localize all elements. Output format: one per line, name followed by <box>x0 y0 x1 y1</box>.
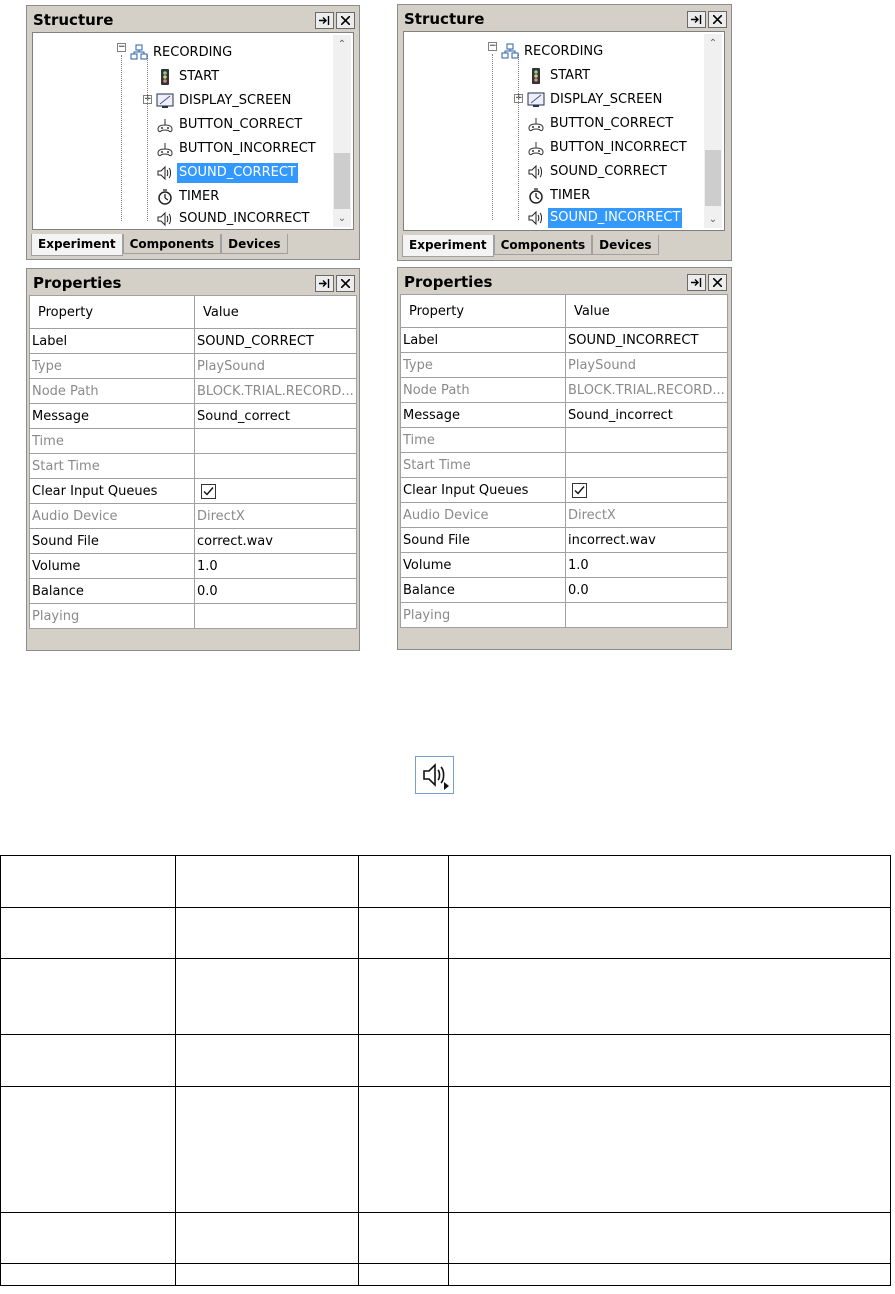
traffic-light-icon <box>526 66 546 86</box>
properties-title: Properties <box>404 273 493 291</box>
properties-grid <box>29 295 357 629</box>
property-value: DirectX <box>195 504 357 529</box>
property-row[interactable] <box>30 404 357 429</box>
table-row <box>1 1264 891 1286</box>
property-value: PlaySound <box>566 353 728 378</box>
table-row <box>1 856 891 908</box>
structure-tree[interactable] <box>32 32 354 230</box>
parameter-table <box>0 855 891 1286</box>
table-row <box>1 1087 891 1213</box>
property-name: Sound File <box>30 529 195 554</box>
property-value <box>566 453 728 478</box>
property-value <box>195 454 357 479</box>
timer-icon <box>526 186 546 206</box>
scroll-thumb[interactable] <box>334 153 350 209</box>
checkmark-icon <box>202 485 215 498</box>
property-value <box>195 479 357 504</box>
tab-devices[interactable]: Devices <box>221 234 287 254</box>
property-row[interactable] <box>401 528 728 553</box>
property-row[interactable] <box>401 553 728 578</box>
tree-item-display-screen[interactable] <box>526 89 664 111</box>
property-name: Time <box>401 428 566 453</box>
tree-item-button-correct[interactable] <box>526 113 675 135</box>
property-name: Playing <box>401 603 566 628</box>
property-name: Label <box>30 329 195 354</box>
property-value <box>566 603 728 628</box>
property-name: Playing <box>30 604 195 629</box>
property-value: PlaySound <box>195 354 357 379</box>
property-row[interactable] <box>30 529 357 554</box>
tree-item-start[interactable] <box>155 66 221 88</box>
tree-item-start[interactable] <box>526 65 592 87</box>
sequence-icon <box>500 42 520 62</box>
speaker-icon <box>526 162 546 182</box>
gamepad-icon <box>155 115 175 135</box>
property-value <box>195 429 357 454</box>
property-row[interactable] <box>30 329 357 354</box>
structure-title: Structure <box>33 11 114 29</box>
property-row[interactable] <box>401 478 728 503</box>
properties-header <box>29 271 357 295</box>
tree-item-button-correct[interactable] <box>155 114 304 136</box>
tree-label: DISPLAY_SCREEN <box>179 93 292 108</box>
structure-header <box>400 7 729 31</box>
structure-tree[interactable] <box>403 31 725 231</box>
properties-panel-left <box>26 268 360 651</box>
speaker-icon <box>155 163 175 183</box>
play-sound-toolbar-button[interactable] <box>415 756 454 794</box>
close-icon <box>713 278 722 287</box>
property-row[interactable] <box>401 578 728 603</box>
tree-label: SOUND_CORRECT <box>177 163 298 183</box>
tree-item-button-incorrect[interactable] <box>155 138 318 160</box>
tree-label: DISPLAY_SCREEN <box>550 92 663 107</box>
tree-scrollbar[interactable] <box>704 34 722 228</box>
property-value <box>195 604 357 629</box>
close-button[interactable] <box>336 12 355 29</box>
tree-label: RECORDING <box>153 45 233 60</box>
property-name: Volume <box>401 553 566 578</box>
tree-item-recording[interactable] <box>500 41 605 63</box>
tree-label: START <box>550 68 591 83</box>
grid-header-row <box>401 295 728 328</box>
scroll-down-arrow[interactable]: ⌄ <box>337 212 347 224</box>
table-row <box>1 908 891 959</box>
pin-icon <box>319 279 330 288</box>
property-value[interactable]: 0.0 <box>566 578 728 603</box>
structure-panel-right <box>397 4 732 261</box>
scroll-up-arrow[interactable]: ⌃ <box>708 37 718 49</box>
sequence-icon <box>129 43 149 63</box>
tab-components[interactable]: Components <box>494 235 593 255</box>
tree-item-timer[interactable] <box>155 186 221 208</box>
tree-label: RECORDING <box>524 44 604 59</box>
property-value[interactable]: 1.0 <box>566 553 728 578</box>
property-name: Type <box>30 354 195 379</box>
properties-header <box>400 270 729 294</box>
tree-label: START <box>179 69 220 84</box>
monitor-icon <box>155 91 175 111</box>
pin-button[interactable] <box>687 274 706 291</box>
property-name: Clear Input Queues <box>401 478 566 503</box>
close-icon <box>713 15 722 24</box>
property-row[interactable] <box>30 379 357 404</box>
tree-scrollbar[interactable] <box>333 35 351 227</box>
column-header-property: Property <box>401 295 566 328</box>
tree-label: TIMER <box>550 188 591 203</box>
property-name: Start Time <box>401 453 566 478</box>
property-row[interactable] <box>30 604 357 629</box>
property-name: Message <box>30 404 195 429</box>
checkmark-icon <box>573 484 586 497</box>
tree-item-display-screen[interactable] <box>155 90 293 112</box>
tab-experiment[interactable]: Experiment <box>402 235 494 257</box>
property-row[interactable] <box>30 579 357 604</box>
property-row[interactable] <box>30 429 357 454</box>
properties-panel-right <box>397 267 732 650</box>
clear-input-queues-checkbox[interactable] <box>572 483 587 498</box>
property-row[interactable] <box>401 503 728 528</box>
property-value: DirectX <box>566 503 728 528</box>
expand-toggle[interactable]: + <box>515 93 523 103</box>
tree-label: BUTTON_INCORRECT <box>550 140 687 155</box>
property-name: Balance <box>401 578 566 603</box>
pin-icon <box>319 16 330 25</box>
tree-label: SOUND_CORRECT <box>550 164 667 179</box>
property-row[interactable] <box>30 354 357 379</box>
property-value[interactable]: incorrect.wav <box>566 528 728 553</box>
property-value[interactable]: correct.wav <box>195 529 357 554</box>
property-row[interactable] <box>401 328 728 353</box>
speaker-icon <box>155 209 175 229</box>
property-value <box>566 428 728 453</box>
close-icon <box>341 16 350 25</box>
tree-item-button-incorrect[interactable] <box>526 137 689 159</box>
scroll-down-arrow[interactable]: ⌄ <box>708 213 718 225</box>
property-row[interactable] <box>401 453 728 478</box>
property-name: Node Path <box>401 378 566 403</box>
timer-icon <box>155 187 175 207</box>
pin-icon <box>691 15 702 24</box>
gamepad-icon <box>526 114 546 134</box>
property-name: Type <box>401 353 566 378</box>
property-value[interactable]: Sound_correct <box>195 404 357 429</box>
property-name: Time <box>30 429 195 454</box>
property-name: Start Time <box>30 454 195 479</box>
play-sound-icon <box>416 757 453 793</box>
tab-components[interactable]: Components <box>123 234 222 254</box>
table-row <box>1 959 891 1035</box>
property-name: Audio Device <box>401 503 566 528</box>
tree-item-recording[interactable] <box>129 42 234 64</box>
property-name: Label <box>401 328 566 353</box>
pin-button[interactable] <box>687 11 706 28</box>
column-header-value: Value <box>566 295 728 328</box>
properties-grid <box>400 294 728 628</box>
tree-label: SOUND_INCORRECT <box>179 211 310 226</box>
expand-toggle[interactable]: + <box>144 94 152 104</box>
pin-button[interactable] <box>315 275 334 292</box>
property-value[interactable]: 0.0 <box>195 579 357 604</box>
pin-button[interactable] <box>315 12 334 29</box>
tree-label: BUTTON_CORRECT <box>550 116 674 131</box>
property-row[interactable] <box>401 378 728 403</box>
property-row[interactable] <box>401 353 728 378</box>
structure-header <box>29 8 357 32</box>
pin-icon <box>691 278 702 287</box>
property-row[interactable] <box>401 428 728 453</box>
property-name: Message <box>401 403 566 428</box>
tree-item-sound-correct[interactable] <box>526 161 669 183</box>
tree-label: SOUND_INCORRECT <box>548 208 682 228</box>
tab-experiment[interactable]: Experiment <box>31 234 123 256</box>
property-value[interactable]: SOUND_CORRECT <box>195 329 357 354</box>
tab-devices[interactable]: Devices <box>592 235 658 255</box>
traffic-light-icon <box>155 67 175 87</box>
property-value[interactable]: SOUND_INCORRECT <box>566 328 728 353</box>
monitor-icon <box>526 90 546 110</box>
property-name: Volume <box>30 554 195 579</box>
tree-item-sound-correct[interactable] <box>155 162 298 184</box>
collapse-toggle[interactable]: − <box>489 41 497 51</box>
collapse-toggle[interactable]: − <box>118 42 126 52</box>
close-button[interactable] <box>336 275 355 292</box>
tree-label: BUTTON_CORRECT <box>179 117 303 132</box>
grid-header-row <box>30 296 357 329</box>
property-row[interactable] <box>30 504 357 529</box>
property-row[interactable] <box>30 479 357 504</box>
property-name: Balance <box>30 579 195 604</box>
speaker-icon <box>526 208 546 228</box>
property-name: Node Path <box>30 379 195 404</box>
property-row[interactable] <box>30 554 357 579</box>
table-row <box>1 1213 891 1264</box>
property-name: Sound File <box>401 528 566 553</box>
property-row[interactable] <box>30 454 357 479</box>
structure-tabs <box>402 235 659 257</box>
table-row <box>1 1035 891 1087</box>
property-value[interactable]: Sound_incorrect <box>566 403 728 428</box>
structure-title: Structure <box>404 10 485 28</box>
property-value: BLOCK.TRIAL.RECORD... <box>566 378 728 403</box>
tree-label: TIMER <box>179 189 220 204</box>
structure-tabs <box>31 234 288 256</box>
scroll-up-arrow[interactable]: ⌃ <box>337 38 347 50</box>
close-icon <box>341 279 350 288</box>
property-name: Clear Input Queues <box>30 479 195 504</box>
structure-panel-left <box>26 5 360 260</box>
property-row[interactable] <box>401 403 728 428</box>
clear-input-queues-checkbox[interactable] <box>201 484 216 499</box>
column-header-value: Value <box>195 296 357 329</box>
tree-label: BUTTON_INCORRECT <box>179 141 316 156</box>
tree-item-sound-incorrect[interactable] <box>526 207 682 229</box>
close-button[interactable] <box>708 274 727 291</box>
tree-item-sound-incorrect[interactable] <box>155 208 311 230</box>
property-value <box>566 478 728 503</box>
gamepad-icon <box>526 138 546 158</box>
gamepad-icon <box>155 139 175 159</box>
column-header-property: Property <box>30 296 195 329</box>
scroll-thumb[interactable] <box>705 150 721 206</box>
close-button[interactable] <box>708 11 727 28</box>
property-name: Audio Device <box>30 504 195 529</box>
property-value: BLOCK.TRIAL.RECORD... <box>195 379 357 404</box>
tree-item-timer[interactable] <box>526 185 592 207</box>
property-row[interactable] <box>401 603 728 628</box>
properties-title: Properties <box>33 274 122 292</box>
property-value[interactable]: 1.0 <box>195 554 357 579</box>
